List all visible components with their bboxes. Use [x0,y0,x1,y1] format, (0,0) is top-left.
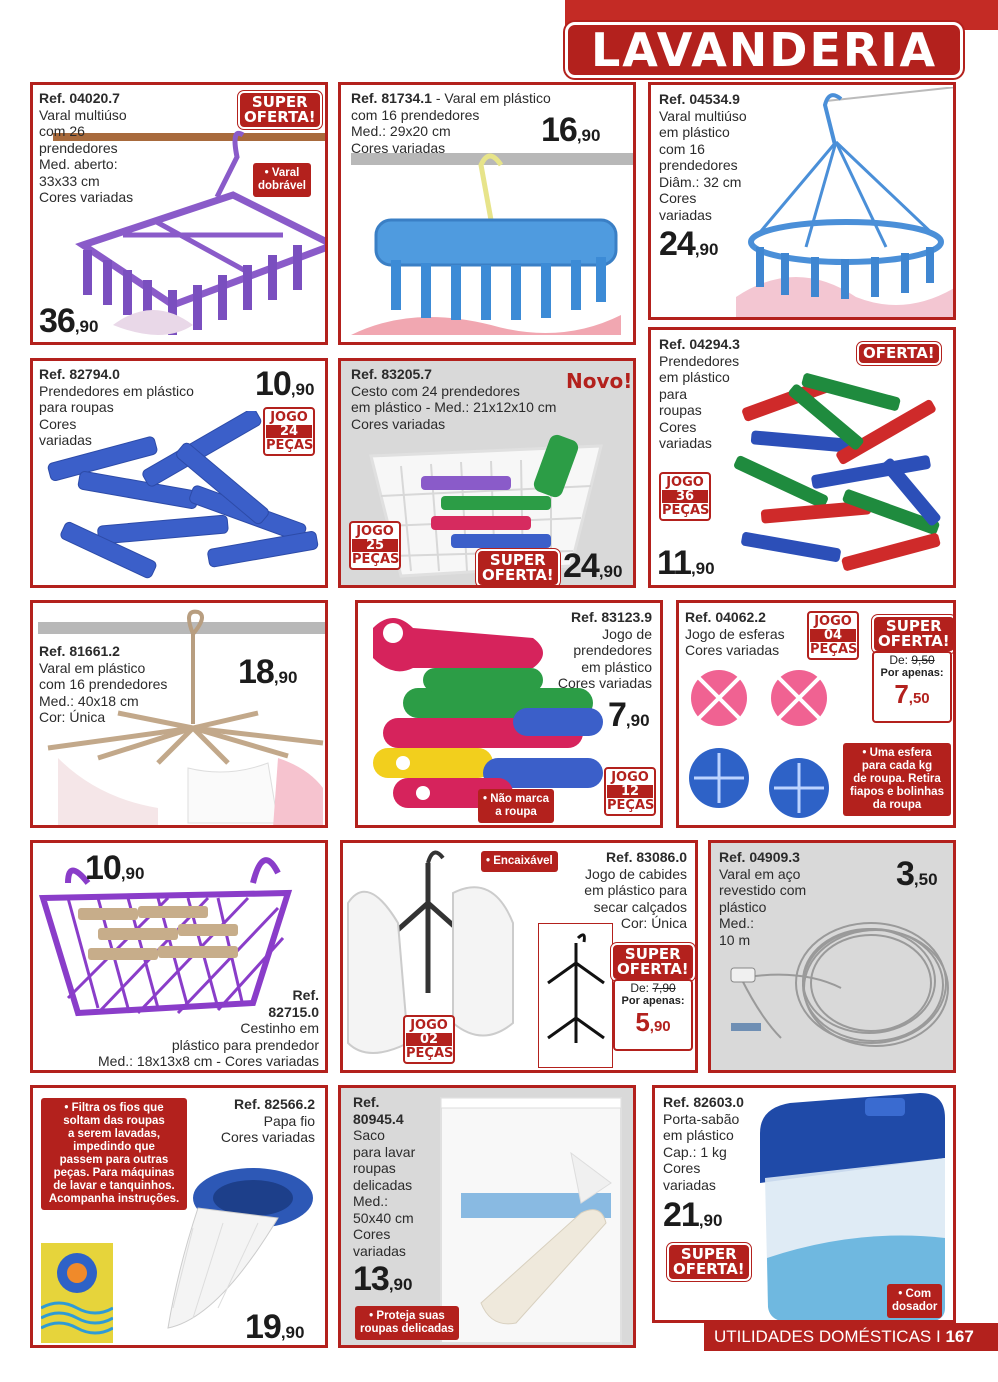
product-ref: Ref. 04534.9 [659,91,740,107]
price-integer: 13 [353,1260,389,1298]
price-cents: ,90 [649,1018,671,1035]
blue-hanger-image [351,145,636,345]
note-line: de lavar e tanquinhos. [53,1180,175,1192]
note-line: a roupa [495,806,537,818]
badge-count: 12 [607,785,653,798]
product-info [39,643,167,726]
set-badge [403,1015,455,1064]
new-price [615,1007,691,1038]
price-integer: 36 [39,302,75,340]
note-line: dobrável [258,180,306,192]
badge-line: PEÇAS [352,552,400,567]
product-ref: Ref. [353,1094,380,1110]
discount-price-box [613,979,693,1051]
product-card-80945-4[interactable] [338,1085,636,1348]
product-price [563,547,622,586]
desc-line: roupas [659,402,702,418]
desc-line: em plástico para [584,882,687,898]
desc-line: prendedores [39,139,118,156]
desc-line: variadas [353,1242,406,1259]
offer-line: OFERTA! [617,960,689,978]
product-info [39,366,194,449]
desc-line: com 16 prendedores [351,106,480,123]
desc-line: Cor: Única [39,709,106,725]
page-footer [704,1323,998,1351]
product-info [659,336,740,452]
new-price [874,679,950,710]
feature-note [843,743,951,816]
set-badge [604,767,656,816]
desc-line: para [659,385,688,402]
product-price [657,544,715,583]
product-price [255,365,314,404]
desc-line: Med.: 29x20 cm [351,123,451,139]
product-ref: Ref. 04294.3 [659,336,740,352]
price-cents: ,90 [290,380,315,399]
set-badge [807,611,859,660]
product-ref: Ref. 82566.2 [234,1096,315,1112]
desc-line: Varal multiúso [39,106,127,123]
price-integer: 24 [563,547,599,585]
note-line: dosador [892,1301,938,1313]
product-info [558,609,652,692]
desc-line: com 16 [659,140,705,157]
desc-line: 33x33 cm [39,172,100,189]
desc-line: roupas [353,1160,396,1176]
desc-line: Cores [659,418,697,435]
laundry-balls-image [679,663,849,828]
desc-line: Papa fio [263,1112,315,1129]
desc-line: secar calçados [593,898,687,915]
product-info [221,1096,315,1146]
desc-line: Med.: [353,1193,389,1209]
footer-separator: I [936,1327,941,1346]
note-line: de roupa. Retira [853,773,941,785]
offer-line: SUPER [680,1245,737,1263]
product-ref: Ref. 04909.3 [719,849,800,865]
product-info [351,90,551,156]
product-ref-number: 82715.0 [268,1003,319,1020]
desc-line: Cores variadas [557,675,652,691]
desc-line: prendedores [573,642,652,658]
product-ref: Ref. 81661.2 [39,643,120,659]
product-card-04294-3[interactable] [648,327,956,588]
washing-machine-logo-icon [41,1243,113,1343]
desc-line: Cores variadas [220,1129,315,1145]
feature-note [481,851,558,872]
set-badge [349,521,401,570]
super-offer-tag [667,1243,751,1281]
badge-line: JOGO [611,770,649,785]
price-integer: 10 [255,365,291,403]
colored-clothespins-image [721,365,956,580]
offer-line: SUPER [885,617,942,635]
price-integer: 3 [896,855,914,893]
desc-line: Cesto com 24 prendedores [351,382,520,399]
desc-line: delicadas [353,1176,413,1193]
desc-line: Varal em plástico [39,659,146,676]
product-info [685,609,785,659]
feature-note [887,1284,942,1318]
note-line: • Proteja suas [369,1310,445,1322]
offer-line: OFERTA! [878,632,950,650]
new-tag: Novo! [566,369,633,393]
set-badge [659,472,711,521]
desc-line: Saco [353,1127,385,1143]
badge-line: PEÇAS [607,798,655,813]
product-ref-number: 80945.4 [353,1110,404,1127]
note-line: • Varal [264,167,300,179]
desc-line: Med.: [719,915,755,931]
price-cents: ,90 [120,864,145,883]
badge-line: JOGO [814,614,852,629]
offer-line: OFERTA! [863,344,935,362]
desc-line: Med.: 18x13x8 cm - Cores variadas [98,1053,319,1069]
badge-line: JOGO [356,524,394,539]
product-card-04534-9[interactable] [648,82,956,320]
product-info [663,1094,744,1193]
price-integer: 21 [663,1196,699,1234]
desc-line: para lavar [353,1143,416,1160]
badge-line: PEÇAS [662,503,710,518]
old-price [615,981,691,995]
offer-line: OFERTA! [673,1260,745,1278]
price-integer: 11 [657,544,691,582]
feature-note [41,1098,187,1210]
desc-line: Jogo de cabides [585,865,687,882]
badge-line: JOGO [270,410,308,425]
badge-count: 02 [406,1033,452,1046]
price-cents: ,90 [625,711,650,730]
product-card-04909-3[interactable] [708,840,956,1073]
product-card-04062-2[interactable] [676,600,956,828]
super-offer-tag [872,615,956,653]
old-price-label: De: [630,981,653,995]
note-line: roupas delicadas [360,1323,454,1335]
product-price [353,1260,412,1299]
product-card-83205-7[interactable] [338,358,636,588]
note-line: • Filtra os fios que [64,1102,164,1114]
price-cents: ,50 [908,690,930,707]
note-line: • Encaixável [486,855,553,867]
product-ref: Ref. [292,987,319,1003]
desc-line: Cores [39,415,77,432]
product-info [39,90,133,206]
discount-price-box [872,651,952,723]
super-offer-tag [611,943,695,981]
desc-line: plástico [719,898,767,915]
desc-line: Varal multiúso [659,107,747,124]
note-line: da roupa [872,799,922,811]
offer-line: OFERTA! [482,566,554,584]
price-integer: 16 [541,111,577,149]
product-price [608,696,650,735]
feature-note [253,163,311,197]
product-ref: Ref. 83086.0 [606,849,687,865]
desc-line: Prendedores em plástico [39,382,194,399]
desc-line: em plástico - Med.: 21x12x10 cm [351,399,557,415]
price-integer: 10 [85,849,121,887]
product-card-04020-7[interactable] [30,82,328,345]
note-line: passem para outras [59,1154,169,1166]
note-line: impedindo que [73,1141,155,1153]
price-cents: ,90 [694,240,719,259]
set-badge [263,407,315,456]
desc-line: Med. aberto: [39,156,118,172]
note-line: Acompanha instruções. [48,1193,180,1205]
offer-line: SUPER [489,551,546,569]
desc-line: Porta-sabão [663,1110,740,1127]
product-price [663,1196,722,1235]
desc-line: Med.: 40x18 cm [39,692,139,709]
note-line: • Uma esfera [862,747,932,759]
desc-line: Cores variadas [685,642,780,658]
product-ref: Ref. 04020.7 [39,90,120,106]
old-price-value: 9,50 [911,653,935,667]
badge-line: PEÇAS [810,642,858,657]
note-line: fiapos e bolinhas [850,786,944,798]
desc-line: em plástico [581,658,652,675]
desc-line: variadas [659,435,712,451]
product-price [238,653,297,692]
product-info [98,987,319,1070]
product-ref: Ref. 82603.0 [663,1094,744,1110]
desc-line: Jogo de [602,625,652,642]
desc-line: Cores [353,1226,391,1242]
badge-count: 25 [352,539,398,552]
badge-count: 24 [266,425,312,438]
desc-line: com 16 prendedores [39,676,168,692]
desc-line: variadas [663,1176,716,1193]
desc-line: com 26 [39,123,85,139]
price-cents: ,90 [576,126,601,145]
desc-line: Varal em aço [719,865,801,882]
desc-line: em plástico [659,369,730,385]
feature-note [478,789,554,823]
super-offer-tag [476,549,560,587]
product-ref: Ref. 04062.2 [685,609,766,625]
badge-line: JOGO [410,1018,448,1033]
badge-line: JOGO [666,475,704,490]
product-card-83086-0[interactable] [340,840,698,1073]
offer-line: SUPER [624,945,681,963]
desc-line: Cores variadas [351,415,446,432]
product-card-82566-2[interactable] [30,1085,328,1348]
desc-line: Cap.: 1 kg [663,1143,727,1160]
product-ref: Ref. 83123.9 [571,609,652,625]
product-info [584,849,687,932]
desc-line: para roupas [39,399,114,415]
desc-line: 10 m [719,931,751,948]
product-title: - Varal em plástico [431,90,551,106]
feature-note [355,1306,459,1340]
desc-line: Cores [663,1160,701,1176]
desc-line: Cores [659,190,697,206]
price-integer: 7 [894,679,909,709]
badge-count: 36 [662,490,708,503]
product-info [351,366,556,432]
offer-line: OFERTA! [244,108,316,126]
badge-count: 04 [810,629,856,642]
desc-line: Cor: Única [620,915,687,931]
hanger-diagram-icon [538,923,613,1068]
note-line: soltam das roupas [63,1115,165,1127]
desc-line: Prendedores [659,352,740,369]
product-card-81734-1[interactable] [338,82,636,345]
desc-line: em plástico [663,1127,734,1143]
product-info [719,849,806,948]
badge-line: PEÇAS [406,1046,454,1061]
product-ref: Ref. 82794.0 [39,366,120,382]
footer-section: UTILIDADES DOMÉSTICAS [714,1327,932,1346]
price-cents: ,90 [280,1323,305,1342]
old-price [874,653,950,667]
super-offer-tag [238,91,322,129]
old-price-label: De: [889,653,912,667]
desc-line: variadas [659,206,712,223]
desc-line: revestido com [719,882,807,898]
product-price [896,855,938,894]
product-info [659,91,747,223]
note-line: para cada kg [861,760,933,772]
product-price [659,225,718,264]
product-ref: Ref. 83205.7 [351,366,432,382]
desc-line: Cores variadas [351,139,446,156]
note-line: peças. Para máquinas [53,1167,175,1179]
desc-line: Cores variadas [39,189,134,205]
price-cents: ,90 [388,1275,413,1294]
note-line: a serem lavadas, [67,1128,161,1140]
product-price [39,302,98,341]
round-hanger-image [736,87,956,319]
price-cents: ,90 [273,668,298,687]
price-cents: ,50 [913,870,938,889]
for-only-label: Por apenas: [880,667,944,679]
price-integer: 5 [635,1007,650,1037]
price-cents: ,90 [74,317,99,336]
product-price [85,849,144,888]
for-only-label: Por apenas: [621,995,685,1007]
offer-line: SUPER [251,93,308,111]
product-ref: Ref. 81734.1 [351,90,432,106]
badge-line: PEÇAS [266,438,314,453]
product-card-82603-0[interactable] [652,1085,956,1323]
product-info [353,1094,415,1259]
desc-line: plástico para prendedor [171,1036,319,1053]
old-price-value: 7,90 [652,981,676,995]
note-line: • Não marca [483,793,550,805]
price-cents: ,90 [690,559,715,578]
desc-line: 50x40 cm [353,1209,414,1226]
section-title: LAVANDERIA [590,23,938,77]
product-price [541,111,600,150]
desc-line: em plástico [659,124,730,140]
page-number: 167 [945,1327,974,1346]
product-card-82794-0[interactable] [30,358,328,588]
price-cents: ,90 [698,1211,723,1230]
price-integer: 24 [659,225,695,263]
product-card-82715-0[interactable] [30,840,328,1073]
price-integer: 7 [608,696,626,734]
product-card-81661-2[interactable] [30,600,328,828]
product-price [245,1308,304,1347]
section-header [565,22,963,78]
desc-line: Jogo de esferas [685,625,785,642]
price-integer: 19 [245,1308,281,1346]
product-card-83123-9[interactable] [355,600,663,828]
desc-line: Diâm.: 32 cm [659,173,742,190]
price-integer: 18 [238,653,274,691]
desc-line: Cestinho em [240,1020,319,1036]
note-line: • Com [898,1288,932,1300]
desc-line: prendedores [659,157,738,173]
offer-tag [857,342,941,365]
desc-line: variadas [39,432,92,448]
price-cents: ,90 [598,562,623,581]
